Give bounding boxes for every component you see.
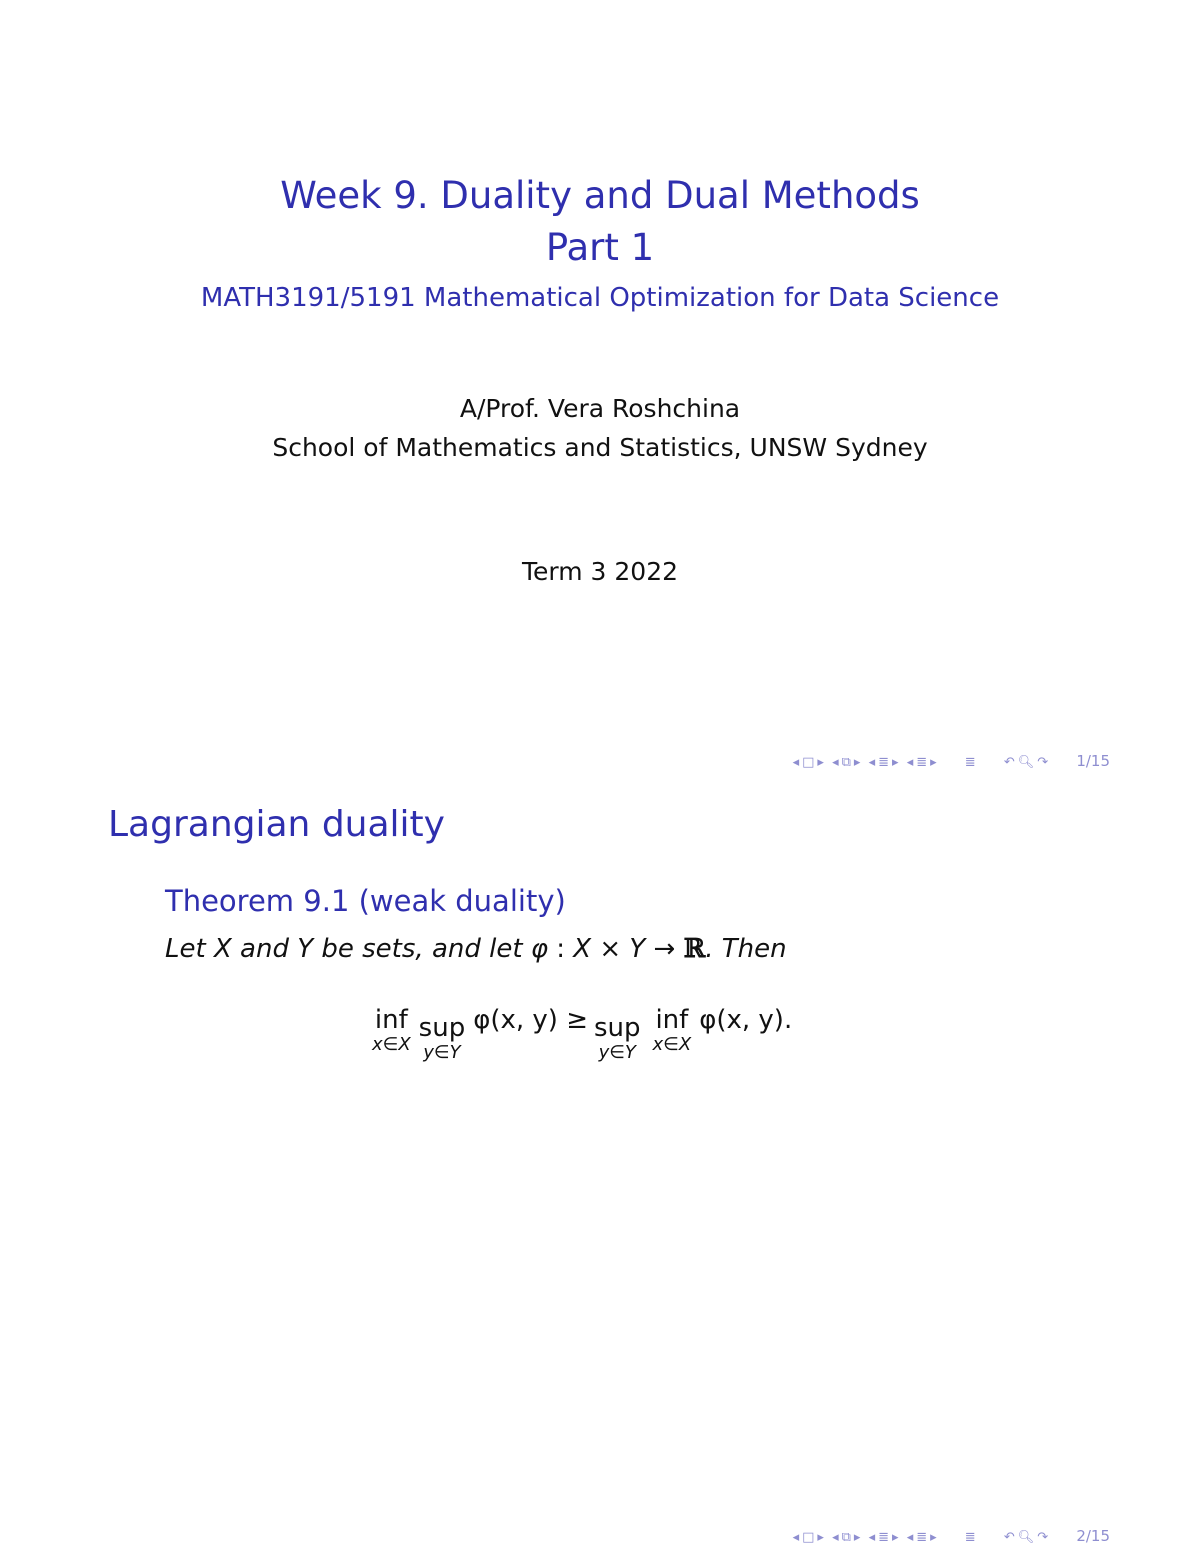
inf-operator (372, 1005, 411, 1055)
weak-duality-inequality (372, 1005, 792, 1065)
document-icon[interactable]: ≣ (964, 755, 977, 770)
colon-symbol: : (547, 934, 574, 964)
slide-title-line2: Part 1 (545, 226, 655, 269)
subsection-box-icon[interactable]: ⧉ (841, 755, 852, 770)
part-next-icon[interactable]: ▸ (930, 755, 938, 770)
sup-word: sup (418, 1013, 466, 1043)
beamer-navigation (791, 752, 1110, 772)
statement-be-sets: be sets, and let (313, 934, 531, 964)
author-name: A/Prof. Vera Roshchina (459, 394, 741, 423)
subsection-box-icon[interactable]: ⧉ (841, 1530, 852, 1545)
sup-subscript: y∈Y (423, 1042, 461, 1063)
section-prev-icon[interactable]: ◂ (868, 755, 877, 770)
theorem-title: Theorem 9.1 (weak duality) (165, 884, 566, 918)
frame-next-icon[interactable]: ▸ (817, 1530, 825, 1545)
inf-subscript: x∈X (372, 1034, 411, 1055)
sup-subscript-right: y∈Y (598, 1042, 636, 1063)
sup-word-right: sup (594, 1013, 641, 1043)
section-box-icon[interactable]: ≣ (878, 1530, 891, 1545)
part-prev-icon[interactable]: ◂ (906, 755, 915, 770)
inf-word: inf (374, 1005, 408, 1035)
equation-middle: φ(x, y) ≥ (473, 1005, 588, 1035)
forward-icon[interactable]: ↷ (1037, 1530, 1050, 1545)
section-box-icon[interactable]: ≣ (878, 755, 891, 770)
equation-end: φ(x, y). (699, 1005, 793, 1035)
term-date: Term 3 2022 (521, 557, 679, 586)
part-prev-icon[interactable]: ◂ (906, 1530, 915, 1545)
frame-prev-icon[interactable]: ◂ (792, 1530, 801, 1545)
part-box-icon[interactable]: ≣ (916, 755, 929, 770)
part-next-icon[interactable]: ▸ (930, 1530, 938, 1545)
beamer-navigation (791, 1527, 1110, 1547)
theorem-statement (165, 932, 787, 966)
section-prev-icon[interactable]: ◂ (868, 1530, 877, 1545)
page-number: 2/15 (1076, 1527, 1110, 1545)
slide-lagrangian-duality (0, 777, 1200, 1553)
section-next-icon[interactable]: ▸ (892, 1530, 900, 1545)
back-icon[interactable]: ↶ (1003, 755, 1016, 770)
frame-box-icon[interactable]: □ (802, 755, 816, 770)
arrow-symbol: → (645, 934, 684, 964)
page-number: 1/15 (1076, 752, 1110, 770)
frame-title: Lagrangian duality (108, 804, 445, 845)
frame-prev-icon[interactable]: ◂ (792, 755, 801, 770)
reals-symbol: ℝ (683, 934, 706, 964)
document-icon[interactable]: ≣ (964, 1530, 977, 1545)
sup-operator-right (594, 1013, 641, 1063)
search-icon[interactable]: 🔍︎ (1017, 755, 1036, 770)
subsection-next-icon[interactable]: ▸ (853, 755, 862, 770)
set-y: Y (297, 934, 314, 964)
sup-operator (419, 1013, 466, 1063)
frame-box-icon[interactable]: □ (802, 1530, 816, 1545)
forward-icon[interactable]: ↷ (1037, 755, 1050, 770)
back-icon[interactable]: ↶ (1003, 1530, 1016, 1545)
slide-title (0, 0, 1200, 776)
subsection-prev-icon[interactable]: ◂ (832, 1530, 840, 1545)
domain-y: Y (629, 934, 646, 964)
frame-next-icon[interactable]: ▸ (817, 755, 825, 770)
function-phi: φ (530, 934, 548, 964)
subsection-prev-icon[interactable]: ◂ (832, 755, 840, 770)
section-next-icon[interactable]: ▸ (892, 755, 900, 770)
domain-x: X (573, 934, 592, 964)
statement-let: Let (165, 934, 214, 964)
affiliation: School of Mathematics and Statistics, UNSW Sydney (272, 433, 928, 462)
course-name: MATH3191/5191 Mathematical Optimization for Data Science (200, 283, 1000, 313)
statement-and: and (231, 934, 298, 964)
part-box-icon[interactable]: ≣ (916, 1530, 929, 1545)
search-icon[interactable]: 🔍︎ (1017, 1530, 1036, 1545)
statement-then: . Then (705, 934, 787, 964)
inf-subscript-right: x∈X (652, 1034, 692, 1055)
slide-title-line1: Week 9. Duality and Dual Methods (280, 174, 920, 217)
subsection-next-icon[interactable]: ▸ (853, 1530, 862, 1545)
inf-word-right: inf (655, 1005, 689, 1035)
inf-operator-right (653, 1005, 692, 1055)
set-x: X (213, 934, 232, 964)
times-symbol: × (591, 934, 630, 964)
